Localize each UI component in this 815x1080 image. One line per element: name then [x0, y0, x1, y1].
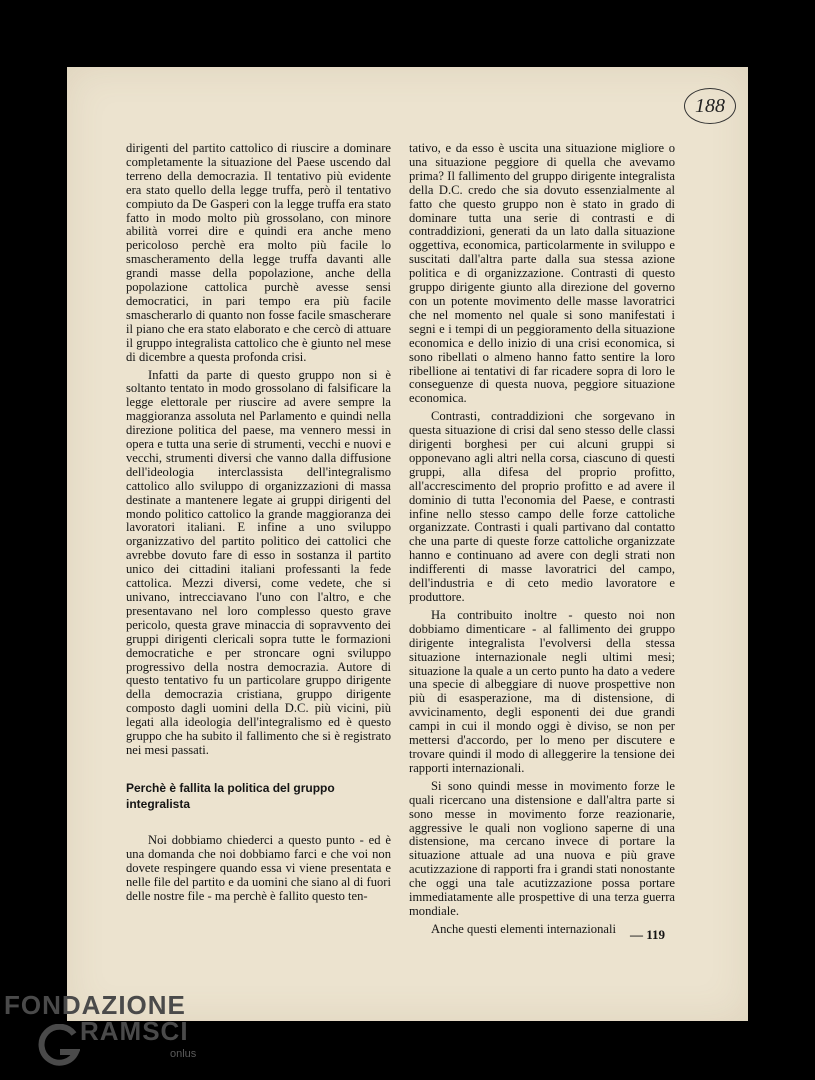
paragraph: Ha contribuito inoltre - questo noi non dobbiamo dimenticare - al fallimento dei gruppo dirigente integralista l'evolversi della stessa situazione internazionale negli ultimi mesi; situazione la quale a un certo punto ha dato a vedere una specie di albeggiare di nuove prospettive non più di esasperazione, ma di distensione, di avvicinamento, degli esponenti dei due grandi campi in cui il mondo oggi è diviso, se non per mettersi d'accordo, per lo meno per discutere e trovare quindi il modo di alleggerire la tensione dei rapporti internazionali. — [409, 607, 675, 775]
paragraph: tativo, e da esso è uscita una situazione migliore o una situazione peggiore di quella che avevamo prima? Il fallimento del gruppo dirigente integralista della D.C. credo che sia dovuto essenzialmente al fatto che questo gruppo non è stato in grado di dominare tutta una serie di contrasti e di contraddizioni, generati da un lato dalla situazione oggettiva, economica, particolarmente in sviluppo e suscitati dall'altra parte dalla sua stessa azione politica e di organizzazione. Contrasti di questo gruppo dirigente giunto alla direzione del governo con un potente movimento delle masse lavoratrici che nel momento nel quale si sono manifestati i segni e i tempi di un peggioramento della situazione economica e dello inizio di una crisi economica, si sono ribellati o almeno hanno fatto sentire la loro ribellione ai tentativi di far ricadere sopra di loro le conseguenze di questa nuova, peggiore situazione economica. — [409, 141, 675, 406]
paragraph: Noi dobbiamo chiederci a questo punto - ed è una domanda che noi dobbiamo farci e che voi non dovete respingere quando essa vi viene presentata e nelle file del partito e da uomini che siano al di fuori delle nostre file - ma perchè è fallito questo ten- — [126, 832, 391, 903]
right-column — [409, 142, 675, 941]
paragraph: Contrasti, contraddizioni che sorgevano in questa situazione di crisi dal seno stesso delle classi dirigenti borghesi per cui alcuni gruppi si opponevano agli altri nella corsa, ciascuno di questi gruppi, alla difesa del proprio profitto, all'accrescimento del proprio profitto e ad avere il dominio di tutta l'economia del Paese, e contrasti infine nello stesso campo delle forze cattoliche organizzate. Contrasti i quali partivano dal contatto che una parte di queste forze cattoliche organizzate hanno e continuano ad avere con degli strati non indifferenti di masse lavoratrici del campo, dell'industria e di ceto medio lavoratore e produttore. — [409, 409, 675, 604]
archive-number-stamp: 188 — [684, 88, 736, 124]
watermark-g-logo-icon — [36, 1024, 80, 1068]
paragraph: Infatti da parte di questo gruppo non si è soltanto tentato in modo grossolano di falsificare la legge elettorale per riuscire ad avere sempre la maggioranza assoluta nel Parlamento e quindi nella direzione politica del paese, ma vennero messi in opera e tutta una serie di strumenti, vecchi e nuovi e vecchi, strumenti diversi che vanno dalla diffusione dell'ideologia interclassista dell'integralismo cattolico allo sviluppo di organizzazioni di massa destinate a mantenere legate ai gruppi dirigenti del mondo politico cattolico la grande maggioranza dei lavoratori italiani. E infine a uno sviluppo organizzativo del partito politico dei cattolici che avrebbe dovuto fare di esso in sostanza il partito unico dei cittadini italiani professanti la fede cattolica. Mezzi diversi, come vedete, che si univano, intrecciavano l'uno con l'altro, e che presentavano nel loro complesso questo grave pericolo, questa grave minaccia di sopravvento dei gruppi dirigenti clericali sopra tutte le formazioni democratiche e per stroncare ogni sviluppo progressivo della nostra democrazia. Autore di questo tentativo fu un particolare gruppo dirigente della democrazia cristiana, gruppo dirigente composto dagli uomini della D.C. più vicini, più legati alla ideologia dell'integralismo ed è questo gruppo che ha subito il fallimento che si è registrato nei mesi passati. — [126, 367, 391, 757]
watermark-line2: RAMSCI — [80, 1016, 189, 1046]
watermark-line3: onlus — [170, 1048, 197, 1060]
page-number: — 119 — [630, 927, 666, 942]
paragraph: Anche questi elementi internazionali — [431, 921, 616, 936]
watermark-line1: FONDAZIONE — [4, 990, 186, 1020]
paragraph: Si sono quindi messe in movimento forze le quali ricercano una distensione e dall'altra parte si sono messe in movimento forze reazionarie, aggressive le quali non vogliono saperne di una distensione, ma cercano invece di portare la situazione attuale ad una nuova e più grave acutizzazione di rapporti fra i grandi stati nonostante che oggi una tale acutizzazione possa portare immediatamente alle prospettive di una terza guerra mondiale. — [409, 778, 675, 918]
paragraph: dirigenti del partito cattolico di riuscire a dominare completamente la situazione del Paese uscendo dal terreno della democrazia. Il tentativo più evidente era stato quello della legge truffa, però il tentativo compiuto da De Gasperi con la legge truffa era stato fatto in modo molto più grossolano, con minore abilità vorrei dire e quindi era anche meno pericoloso perchè era molto più facile lo smascheramento della legge truffa davanti alle grandi masse della popolazione, anche della popolazione cattolica purchè avesse sensi democratici, in pari tempo era più facile smascherarlo di quanto non fosse facile smascherare il piano che era stato elaborato e che cercò di attuare il gruppo integralista cattolico che è giunto nel mese di dicembre a questa profonda crisi. — [126, 141, 391, 364]
left-column — [126, 142, 391, 907]
section-heading: Perchè è fallita la politica del gruppo integralista — [126, 780, 335, 811]
